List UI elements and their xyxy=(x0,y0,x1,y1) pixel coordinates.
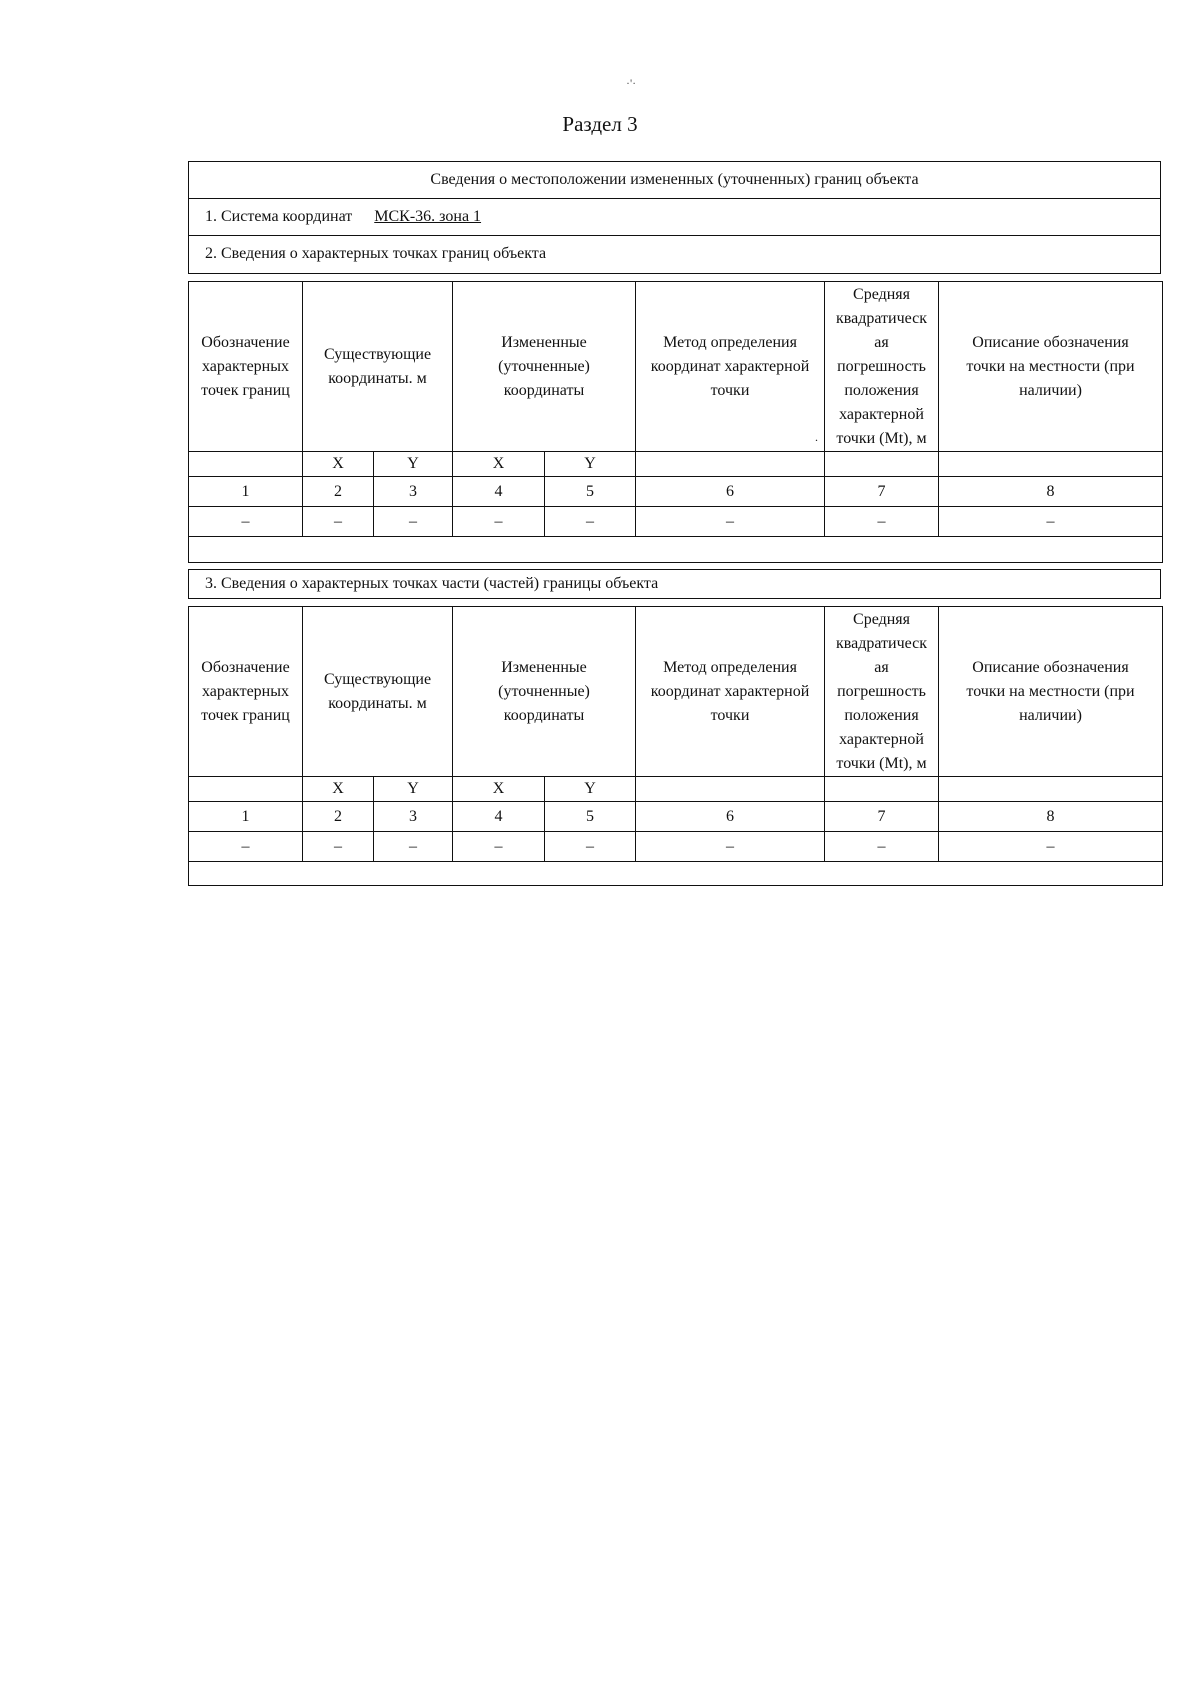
part-boundary-points-table xyxy=(188,606,1163,886)
object-info-box xyxy=(188,161,1161,274)
subheader-row: X Y X Y xyxy=(189,452,1163,477)
points-heading: 2. Сведения о характерных точках границ объекта xyxy=(205,245,547,262)
header-row xyxy=(189,607,1163,777)
header-point-designation: Обозначение характерных точек границ xyxy=(189,607,303,777)
number-row: 1 2 3 4 5 6 7 8 xyxy=(189,802,1163,832)
header-existing-coords: Существующие координаты. м xyxy=(303,282,453,452)
header-method: Метод определения координат характерной точки . xyxy=(636,282,825,452)
boundary-points-table xyxy=(188,281,1163,563)
empty-row xyxy=(189,862,1163,886)
header-changed-coords: Измененные (уточненные) координаты xyxy=(453,282,636,452)
empty-row xyxy=(189,537,1163,563)
header-rms-error: Средняя квадратическ ая погрешность положения характерной точки (Mt), м xyxy=(825,282,939,452)
header-row xyxy=(189,282,1163,452)
header-changed-coords: Измененные (уточненные) координаты xyxy=(453,607,636,777)
header-rms-error: Средняя квадратическ ая погрешность положения характерной точки (Mt), м xyxy=(825,607,939,777)
part-heading: 3. Сведения о характерных точках части (частей) границы объекта xyxy=(205,575,659,592)
header-point-designation: Обозначение характерных точек границ xyxy=(189,282,303,452)
page-mark: ·'· xyxy=(626,76,637,90)
coord-value: МСК-36. зона 1 xyxy=(374,208,482,225)
coord-label: 1. Система координат xyxy=(205,208,353,225)
part-heading-box xyxy=(188,569,1161,599)
box-heading: Сведения о местоположении измененных (уточненных) границ объекта xyxy=(189,162,1160,199)
table-row: – – – – – – – – xyxy=(189,832,1163,862)
header-existing-coords: Существующие координаты. м xyxy=(303,607,453,777)
header-description: Описание обозначения точки на местности (при наличии) xyxy=(939,282,1163,452)
header-method: Метод определения координат характерной точки xyxy=(636,607,825,777)
subheader-row: X Y X Y xyxy=(189,777,1163,802)
number-row: 1 2 3 4 5 6 7 8 xyxy=(189,477,1163,507)
section-title: Раздел 3 xyxy=(562,112,638,136)
header-description: Описание обозначения точки на местности (при наличии) xyxy=(939,607,1163,777)
coord-row xyxy=(189,199,1160,236)
table-row: – – – – – – – – xyxy=(189,507,1163,537)
